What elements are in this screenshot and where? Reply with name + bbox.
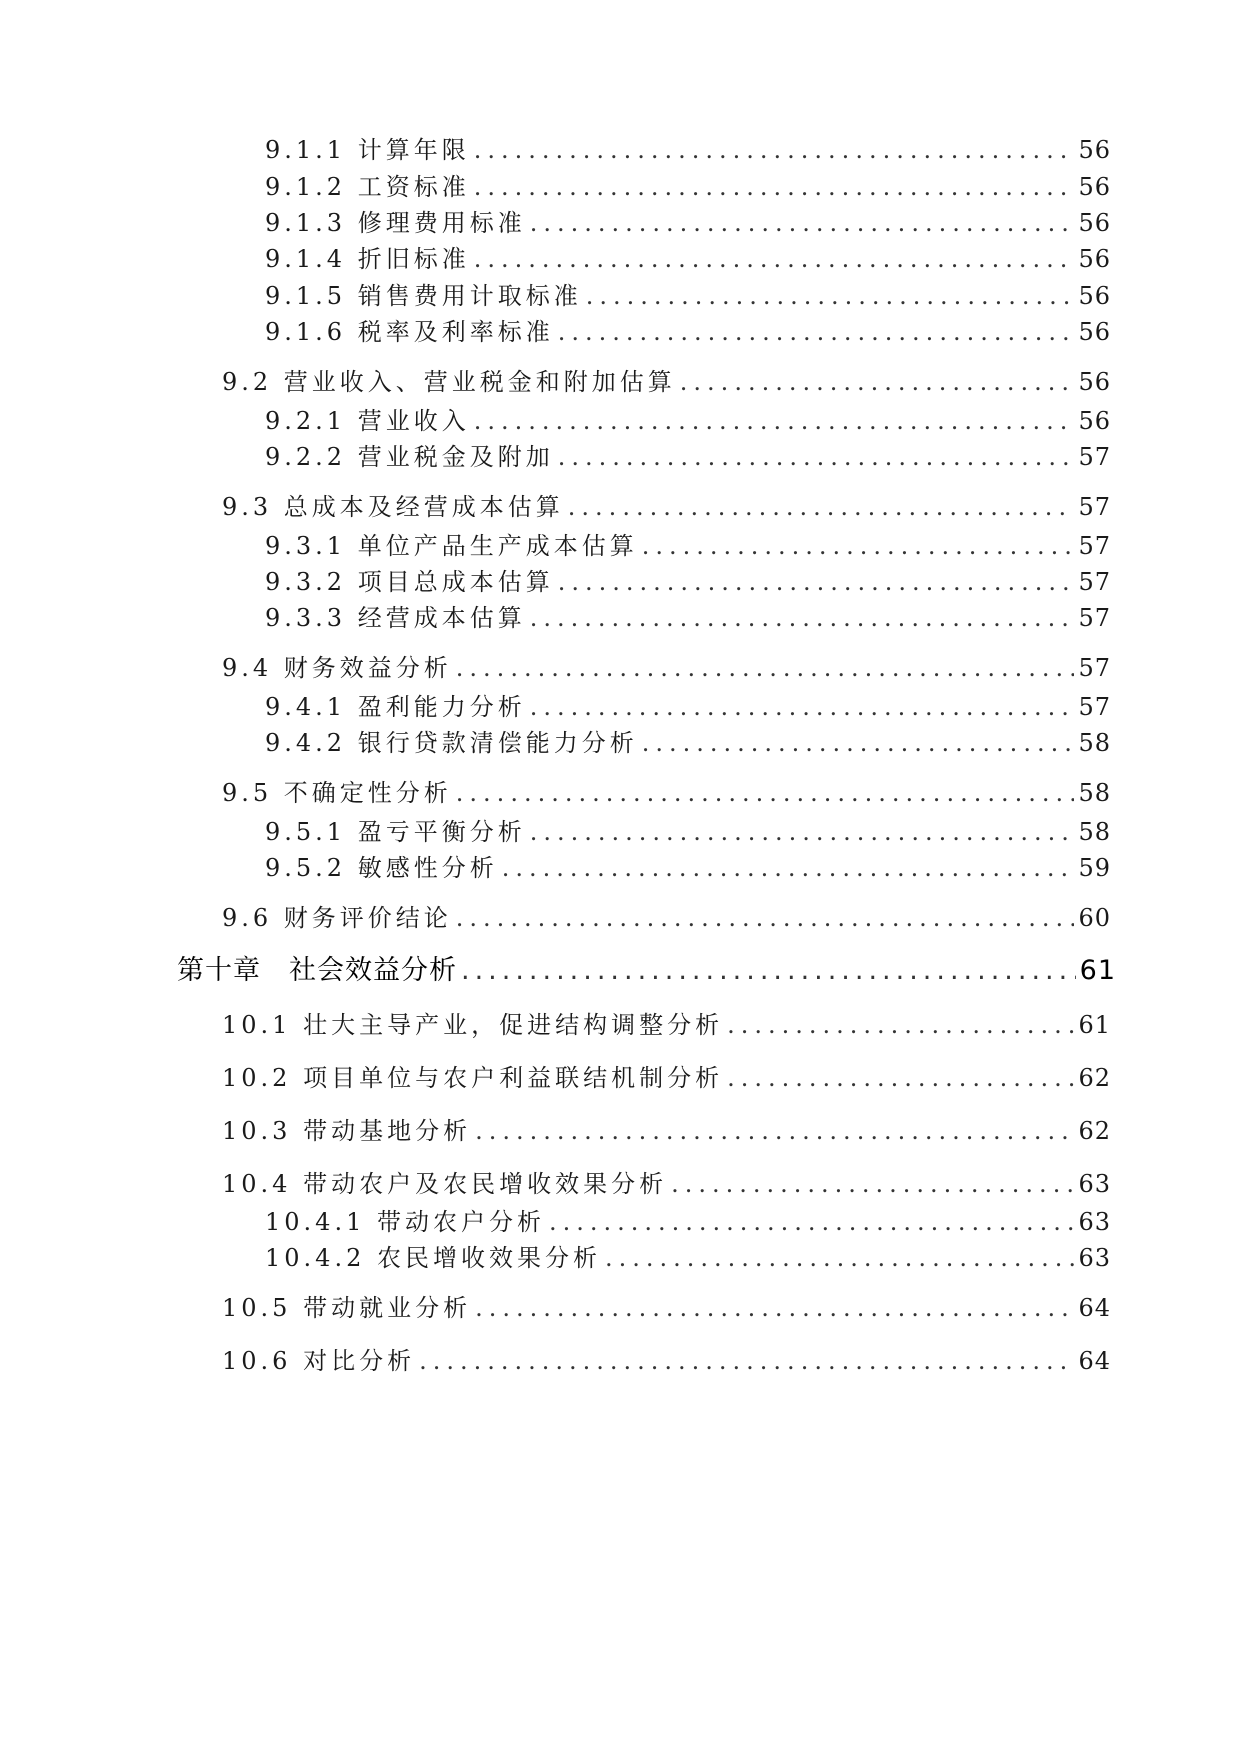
toc-entry[interactable] bbox=[222, 1062, 1111, 1094]
toc-page-number: 63 bbox=[1078, 1208, 1111, 1236]
toc-entry-label: 9.1.4 折旧标准 bbox=[265, 245, 470, 273]
toc-entry[interactable] bbox=[265, 280, 1111, 312]
toc-page-number: 57 bbox=[1078, 654, 1111, 682]
toc-page-number: 57 bbox=[1078, 532, 1111, 560]
toc-entry-label: 9.4 财务效益分析 bbox=[222, 654, 452, 682]
toc-entry-label: 10.6 对比分析 bbox=[222, 1347, 416, 1375]
toc-leader bbox=[558, 441, 1075, 473]
toc-entry[interactable] bbox=[222, 491, 1111, 523]
toc-leader bbox=[461, 953, 1076, 989]
toc-entry-label: 10.5 带动就业分析 bbox=[222, 1294, 472, 1322]
toc-entry-label: 10.3 带动基地分析 bbox=[222, 1117, 472, 1145]
toc-page-number: 59 bbox=[1078, 854, 1111, 882]
toc-entry[interactable] bbox=[222, 652, 1111, 684]
toc-page-number: 56 bbox=[1078, 209, 1111, 237]
toc-entry-label: 9.5.1 盈亏平衡分析 bbox=[265, 818, 526, 846]
toc-page-number: 56 bbox=[1078, 368, 1111, 396]
toc-entry[interactable] bbox=[222, 1009, 1111, 1041]
toc-leader bbox=[474, 243, 1075, 275]
toc-page-number: 56 bbox=[1078, 173, 1111, 201]
toc-leader bbox=[530, 602, 1075, 634]
toc-entry-label: 10.4.1 带动农户分析 bbox=[265, 1208, 545, 1236]
toc-entry[interactable] bbox=[265, 316, 1111, 348]
toc-leader bbox=[474, 134, 1075, 166]
toc-entry[interactable] bbox=[222, 366, 1111, 398]
toc-page-number: 63 bbox=[1078, 1170, 1111, 1198]
toc-entry-label: 9.6 财务评价结论 bbox=[222, 904, 452, 932]
toc-entry[interactable] bbox=[222, 902, 1111, 934]
toc-leader bbox=[605, 1242, 1074, 1274]
toc-entry-label: 9.1.3 修理费用标准 bbox=[265, 209, 526, 237]
toc-page-number: 64 bbox=[1078, 1347, 1111, 1375]
toc-page-number: 61 bbox=[1078, 1011, 1111, 1039]
toc-page-number: 57 bbox=[1078, 604, 1111, 632]
toc-entry[interactable] bbox=[265, 727, 1111, 759]
toc-entry-label: 9.1.5 销售费用计取标准 bbox=[265, 282, 582, 310]
toc-leader bbox=[549, 1206, 1074, 1238]
toc-entry-label: 10.4.2 农民增收效果分析 bbox=[265, 1244, 601, 1272]
toc-page-number: 57 bbox=[1078, 568, 1111, 596]
toc-entry-label: 9.5 不确定性分析 bbox=[222, 779, 452, 807]
toc-entry-label: 10.1 壮大主导产业，促进结构调整分析 bbox=[222, 1011, 724, 1039]
toc-entry-label: 9.3.2 项目总成本估算 bbox=[265, 568, 554, 596]
toc-page-number: 61 bbox=[1079, 955, 1116, 986]
toc-page-number: 57 bbox=[1078, 493, 1111, 521]
toc-leader bbox=[568, 491, 1075, 523]
toc-entry-label: 9.4.2 银行贷款清偿能力分析 bbox=[265, 729, 638, 757]
toc-page-number: 56 bbox=[1078, 318, 1111, 346]
toc-page-number: 56 bbox=[1078, 282, 1111, 310]
toc-entry-label: 9.3.3 经营成本估算 bbox=[265, 604, 526, 632]
toc-entry-label: 9.2.2 营业税金及附加 bbox=[265, 443, 554, 471]
toc-entry[interactable] bbox=[222, 1345, 1111, 1377]
toc-leader bbox=[456, 902, 1075, 934]
toc-leader bbox=[419, 1345, 1074, 1377]
toc-leader bbox=[530, 816, 1075, 848]
toc-page-number: 58 bbox=[1078, 779, 1111, 807]
toc-entry-label: 9.2 营业收入、营业税金和附加估算 bbox=[222, 368, 676, 396]
toc-entry[interactable] bbox=[265, 816, 1111, 848]
toc-entry-label: 10.4 带动农户及农民增收效果分析 bbox=[222, 1170, 668, 1198]
toc-leader bbox=[530, 691, 1075, 723]
toc-entry-label: 10.2 项目单位与农户利益联结机制分析 bbox=[222, 1064, 724, 1092]
toc-leader bbox=[474, 171, 1075, 203]
toc-entry-label: 9.3.1 单位产品生产成本估算 bbox=[265, 532, 638, 560]
toc-entry[interactable] bbox=[265, 171, 1111, 203]
toc-entry-label: 9.1.2 工资标准 bbox=[265, 173, 470, 201]
toc-entry-label: 9.1.1 计算年限 bbox=[265, 136, 470, 164]
toc-entry[interactable] bbox=[222, 1115, 1111, 1147]
toc-entry-label: 9.5.2 敏感性分析 bbox=[265, 854, 498, 882]
toc-entry[interactable] bbox=[222, 1292, 1111, 1324]
toc-entry[interactable] bbox=[265, 207, 1111, 239]
toc-entry-label: 9.1.6 税率及利率标准 bbox=[265, 318, 554, 346]
toc-page-number: 57 bbox=[1078, 443, 1111, 471]
toc-leader bbox=[558, 566, 1075, 598]
toc-leader bbox=[671, 1168, 1074, 1200]
toc-chapter-entry[interactable] bbox=[177, 953, 1116, 989]
toc-page-number: 63 bbox=[1078, 1244, 1111, 1272]
toc-page-number: 58 bbox=[1078, 818, 1111, 846]
toc-entry[interactable] bbox=[265, 243, 1111, 275]
toc-leader bbox=[727, 1009, 1074, 1041]
toc-entry-label: 9.2.1 营业收入 bbox=[265, 407, 470, 435]
toc-page-number: 62 bbox=[1078, 1117, 1111, 1145]
toc-entry-label: 9.3 总成本及经营成本估算 bbox=[222, 493, 564, 521]
toc-entry[interactable] bbox=[265, 1206, 1111, 1238]
toc-page-number: 60 bbox=[1078, 904, 1111, 932]
toc-page-number: 56 bbox=[1078, 136, 1111, 164]
toc-entry[interactable] bbox=[265, 530, 1111, 562]
toc-entry[interactable] bbox=[265, 852, 1111, 884]
toc-entry-label: 9.4.1 盈利能力分析 bbox=[265, 693, 526, 721]
toc-leader bbox=[502, 852, 1075, 884]
toc-entry[interactable] bbox=[265, 134, 1111, 166]
toc-leader bbox=[558, 316, 1075, 348]
toc-leader bbox=[680, 366, 1075, 398]
toc-entry[interactable] bbox=[222, 777, 1111, 809]
toc-entry[interactable] bbox=[222, 1168, 1111, 1200]
toc-page-number: 64 bbox=[1078, 1294, 1111, 1322]
toc-leader bbox=[586, 280, 1075, 312]
toc-page-number: 56 bbox=[1078, 245, 1111, 273]
toc-leader bbox=[530, 207, 1075, 239]
toc-leader bbox=[642, 530, 1075, 562]
toc-page-number: 62 bbox=[1078, 1064, 1111, 1092]
toc-entry[interactable] bbox=[265, 1242, 1111, 1274]
toc-entry[interactable] bbox=[265, 691, 1111, 723]
toc-entry[interactable] bbox=[265, 602, 1111, 634]
toc-leader bbox=[456, 777, 1075, 809]
toc-leader bbox=[475, 1292, 1074, 1324]
toc-page-number: 57 bbox=[1078, 693, 1111, 721]
toc-page-number: 56 bbox=[1078, 407, 1111, 435]
toc-leader bbox=[727, 1062, 1074, 1094]
toc-leader bbox=[475, 1115, 1074, 1147]
toc-entry[interactable] bbox=[265, 566, 1111, 598]
toc-entry[interactable] bbox=[265, 405, 1111, 437]
toc-chapter-label: 第十章 社会效益分析 bbox=[177, 955, 457, 986]
toc-entry[interactable] bbox=[265, 441, 1111, 473]
toc-leader bbox=[456, 652, 1075, 684]
toc-leader bbox=[642, 727, 1075, 759]
toc-page-number: 58 bbox=[1078, 729, 1111, 757]
toc-leader bbox=[474, 405, 1075, 437]
